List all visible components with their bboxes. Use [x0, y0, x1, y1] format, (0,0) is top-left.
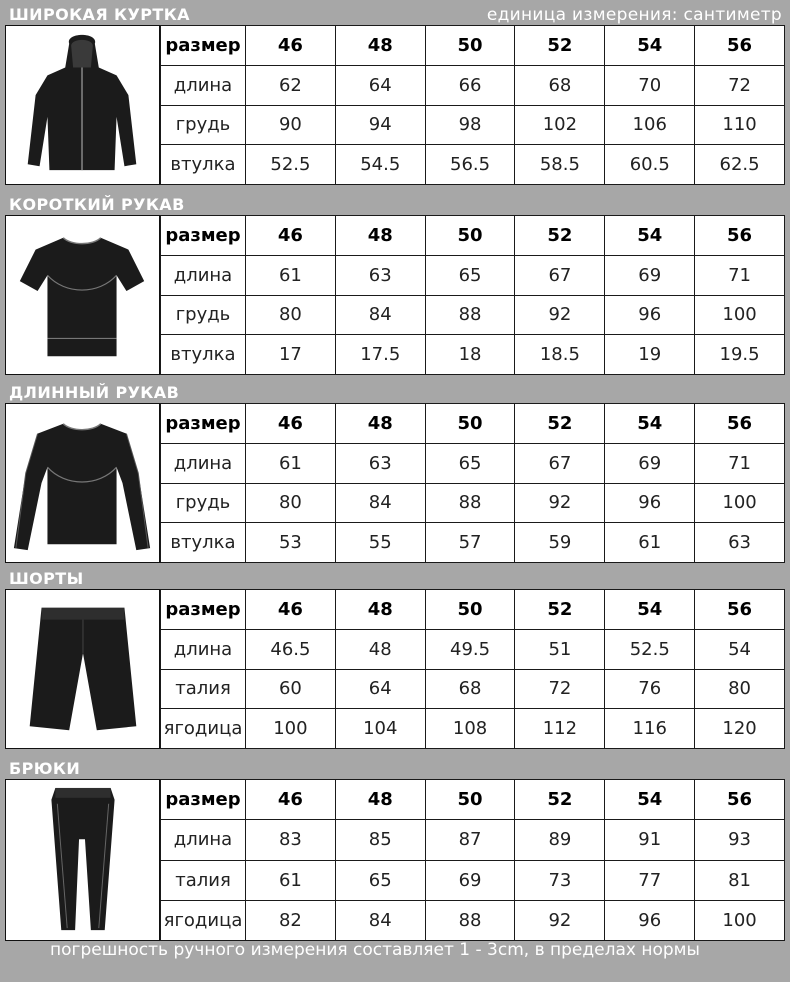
table-cell: 84 — [335, 295, 425, 335]
table-cell: 66 — [425, 65, 515, 105]
table-cell: 84 — [335, 900, 425, 940]
short-sleeve-shirt-icon — [5, 215, 160, 375]
table-cell: 48 — [335, 629, 425, 669]
table-cell: 100 — [695, 900, 785, 940]
table-cell: 90 — [246, 105, 336, 145]
table-cell: 56.5 — [425, 145, 515, 185]
table-cell: 54 — [695, 629, 785, 669]
row-label: размер — [161, 590, 246, 630]
table-cell: 62.5 — [695, 145, 785, 185]
table-cell: 77 — [605, 860, 695, 900]
table-row — [161, 295, 785, 335]
table-cell: 50 — [425, 26, 515, 66]
table-cell: 87 — [425, 820, 515, 860]
table-cell: 51 — [515, 629, 605, 669]
table-cell: 100 — [246, 709, 336, 749]
size-table — [160, 779, 785, 941]
section-title: КОРОТКИЙ РУКАВ — [9, 195, 185, 214]
table-cell: 82 — [246, 900, 336, 940]
table-cell: 54 — [605, 216, 695, 256]
table-row — [161, 780, 785, 820]
table-cell: 60 — [246, 669, 336, 709]
table-cell: 100 — [695, 483, 785, 523]
table-cell: 112 — [515, 709, 605, 749]
table-row — [161, 443, 785, 483]
table-row — [161, 629, 785, 669]
table-cell: 104 — [335, 709, 425, 749]
table-row — [161, 335, 785, 375]
table-cell: 81 — [695, 860, 785, 900]
table-cell: 54 — [605, 590, 695, 630]
table-cell: 73 — [515, 860, 605, 900]
table-cell: 96 — [605, 900, 695, 940]
table-cell: 61 — [246, 860, 336, 900]
table-cell: 88 — [425, 483, 515, 523]
row-label: размер — [161, 404, 246, 444]
row-label: длина — [161, 65, 246, 105]
table-cell: 92 — [515, 483, 605, 523]
table-cell: 69 — [425, 860, 515, 900]
section-title: БРЮКИ — [9, 759, 81, 778]
table-cell: 91 — [605, 820, 695, 860]
unit-note: единица измерения: сантиметр — [486, 5, 782, 25]
section-title: ШИРОКАЯ КУРТКА — [9, 5, 190, 24]
table-cell: 58.5 — [515, 145, 605, 185]
shorts-icon — [5, 589, 160, 749]
table-cell: 64 — [335, 669, 425, 709]
table-cell: 57 — [425, 523, 515, 563]
table-cell: 83 — [246, 820, 336, 860]
hooded-jacket-icon — [5, 25, 160, 185]
table-cell: 54 — [605, 780, 695, 820]
table-cell: 64 — [335, 65, 425, 105]
table-cell: 84 — [335, 483, 425, 523]
table-cell: 54.5 — [335, 145, 425, 185]
leggings-icon — [5, 779, 160, 941]
table-cell: 92 — [515, 900, 605, 940]
table-row — [161, 523, 785, 563]
table-cell: 96 — [605, 295, 695, 335]
row-label: втулка — [161, 335, 246, 375]
table-cell: 19.5 — [695, 335, 785, 375]
table-cell: 106 — [605, 105, 695, 145]
table-cell: 53 — [246, 523, 336, 563]
table-cell: 52 — [515, 26, 605, 66]
table-cell: 110 — [695, 105, 785, 145]
table-cell: 56 — [695, 216, 785, 256]
table-cell: 120 — [695, 709, 785, 749]
table-cell: 61 — [605, 523, 695, 563]
table-cell: 17.5 — [335, 335, 425, 375]
table-cell: 65 — [335, 860, 425, 900]
row-label: грудь — [161, 295, 246, 335]
size-table — [160, 215, 785, 375]
table-row — [161, 820, 785, 860]
row-label: длина — [161, 443, 246, 483]
table-cell: 69 — [605, 255, 695, 295]
table-cell: 17 — [246, 335, 336, 375]
table-cell: 63 — [335, 255, 425, 295]
row-label: грудь — [161, 483, 246, 523]
table-cell: 80 — [246, 295, 336, 335]
table-cell: 52 — [515, 590, 605, 630]
table-cell: 61 — [246, 255, 336, 295]
table-cell: 71 — [695, 443, 785, 483]
row-label: талия — [161, 860, 246, 900]
table-cell: 67 — [515, 255, 605, 295]
row-label: втулка — [161, 145, 246, 185]
table-cell: 92 — [515, 295, 605, 335]
table-cell: 56 — [695, 590, 785, 630]
table-cell: 48 — [335, 780, 425, 820]
table-cell: 48 — [335, 404, 425, 444]
row-label: втулка — [161, 523, 246, 563]
table-cell: 55 — [335, 523, 425, 563]
table-cell: 98 — [425, 105, 515, 145]
table-cell: 50 — [425, 780, 515, 820]
table-cell: 96 — [605, 483, 695, 523]
table-row — [161, 255, 785, 295]
row-label: размер — [161, 780, 246, 820]
table-cell: 69 — [605, 443, 695, 483]
table-cell: 76 — [605, 669, 695, 709]
table-cell: 48 — [335, 590, 425, 630]
table-row — [161, 709, 785, 749]
table-cell: 46 — [246, 26, 336, 66]
table-cell: 94 — [335, 105, 425, 145]
row-label: грудь — [161, 105, 246, 145]
table-cell: 54 — [605, 26, 695, 66]
table-cell: 65 — [425, 443, 515, 483]
table-row — [161, 216, 785, 256]
table-cell: 52 — [515, 780, 605, 820]
size-table — [160, 589, 785, 749]
table-row — [161, 590, 785, 630]
table-cell: 68 — [515, 65, 605, 105]
table-cell: 59 — [515, 523, 605, 563]
table-cell: 19 — [605, 335, 695, 375]
table-cell: 18 — [425, 335, 515, 375]
row-label: размер — [161, 216, 246, 256]
table-cell: 50 — [425, 404, 515, 444]
table-cell: 70 — [605, 65, 695, 105]
row-label: размер — [161, 26, 246, 66]
table-cell: 46 — [246, 216, 336, 256]
size-table — [160, 403, 785, 563]
table-cell: 80 — [246, 483, 336, 523]
size-table — [160, 25, 785, 185]
table-cell: 80 — [695, 669, 785, 709]
row-label: ягодица — [161, 709, 246, 749]
table-cell: 46 — [246, 404, 336, 444]
table-cell: 56 — [695, 26, 785, 66]
section-title: ДЛИННЫЙ РУКАВ — [9, 383, 180, 402]
table-cell: 52 — [515, 404, 605, 444]
table-row — [161, 900, 785, 940]
row-label: талия — [161, 669, 246, 709]
table-cell: 46.5 — [246, 629, 336, 669]
table-cell: 108 — [425, 709, 515, 749]
table-cell: 88 — [425, 295, 515, 335]
table-cell: 18.5 — [515, 335, 605, 375]
table-cell: 56 — [695, 780, 785, 820]
row-label: длина — [161, 629, 246, 669]
table-cell: 102 — [515, 105, 605, 145]
table-cell: 49.5 — [425, 629, 515, 669]
measurement-note: погрешность ручного измерения составляет 1 - 3cm, в пределах нормы — [50, 940, 700, 960]
table-cell: 52.5 — [246, 145, 336, 185]
table-row — [161, 105, 785, 145]
table-row — [161, 26, 785, 66]
table-row — [161, 65, 785, 105]
table-cell: 116 — [605, 709, 695, 749]
table-cell: 72 — [695, 65, 785, 105]
table-cell: 65 — [425, 255, 515, 295]
table-cell: 61 — [246, 443, 336, 483]
table-cell: 88 — [425, 900, 515, 940]
table-cell: 71 — [695, 255, 785, 295]
table-cell: 46 — [246, 780, 336, 820]
table-row — [161, 669, 785, 709]
table-cell: 46 — [246, 590, 336, 630]
table-cell: 48 — [335, 216, 425, 256]
section-title: ШОРТЫ — [9, 569, 84, 588]
table-cell: 52.5 — [605, 629, 695, 669]
row-label: длина — [161, 820, 246, 860]
table-row — [161, 145, 785, 185]
table-row — [161, 404, 785, 444]
table-cell: 54 — [605, 404, 695, 444]
table-cell: 93 — [695, 820, 785, 860]
table-cell: 68 — [425, 669, 515, 709]
table-cell: 89 — [515, 820, 605, 860]
table-cell: 62 — [246, 65, 336, 105]
table-cell: 63 — [695, 523, 785, 563]
row-label: длина — [161, 255, 246, 295]
table-cell: 72 — [515, 669, 605, 709]
table-cell: 52 — [515, 216, 605, 256]
table-cell: 56 — [695, 404, 785, 444]
table-cell: 50 — [425, 590, 515, 630]
table-cell: 48 — [335, 26, 425, 66]
table-cell: 63 — [335, 443, 425, 483]
table-row — [161, 860, 785, 900]
table-row — [161, 483, 785, 523]
table-cell: 50 — [425, 216, 515, 256]
table-cell: 67 — [515, 443, 605, 483]
table-cell: 85 — [335, 820, 425, 860]
table-cell: 100 — [695, 295, 785, 335]
table-cell: 60.5 — [605, 145, 695, 185]
long-sleeve-shirt-icon — [5, 403, 160, 563]
row-label: ягодица — [161, 900, 246, 940]
